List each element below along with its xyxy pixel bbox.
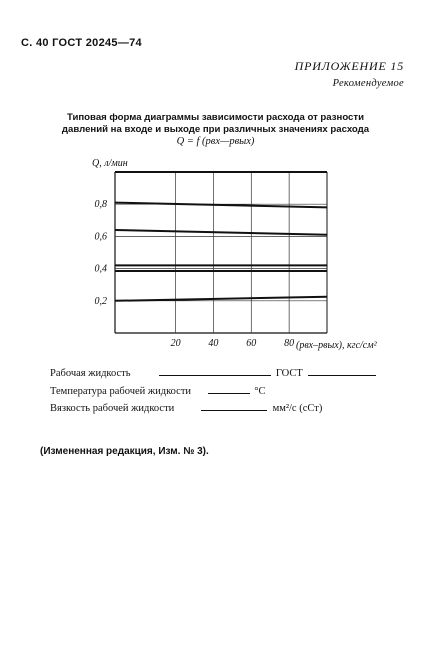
series-line-5	[115, 203, 327, 208]
page-reference: С. 40 ГОСТ 20245—74	[21, 37, 142, 49]
x-axis-label: (pвх–pвых), кгс/см²	[296, 340, 377, 351]
chart-axes	[92, 158, 378, 351]
y-axis-label: Q, л/мин	[92, 158, 128, 169]
series-line-4	[115, 230, 327, 235]
x-tick-label: 20	[170, 338, 181, 349]
title-formula: Q = f (pвх—pвых)	[176, 136, 255, 147]
appendix-title: ПРИЛОЖЕНИЕ 15	[294, 59, 404, 73]
y-tick-label: 0,6	[94, 231, 107, 243]
revision-note: (Измененная редакция, Изм. № 3).	[40, 446, 209, 457]
x-tick-label: 60	[246, 338, 257, 349]
liquid-label: Рабочая жидкость	[50, 368, 131, 379]
x-tick-label: 80	[284, 338, 295, 349]
gost-label: ГОСТ	[275, 368, 303, 379]
x-tick-label: 40	[208, 338, 219, 349]
form-visc-row	[50, 401, 322, 414]
title-line-1: Типовая форма диаграммы зависимости расхода от разности	[67, 112, 364, 123]
appendix-subtitle: Рекомендуемое	[332, 78, 404, 89]
visc-field[interactable]	[201, 401, 267, 411]
title-line-2: давлений на входе и выходе при различных значениях расхода	[61, 124, 370, 135]
chart-grid	[115, 172, 327, 333]
liquid-field[interactable]	[159, 366, 271, 376]
y-tick-label: 0,8	[94, 199, 107, 211]
gost-field[interactable]	[308, 366, 376, 376]
y-tick-label: 0,2	[94, 295, 107, 307]
form-temp-row	[50, 384, 266, 397]
series-line-1	[115, 297, 327, 301]
y-tick-label: 0,4	[94, 263, 107, 275]
visc-unit: мм²/с (сСт)	[272, 403, 323, 414]
temp-unit: °С	[254, 386, 266, 397]
form-liquid-row	[50, 366, 376, 379]
temp-field[interactable]	[208, 384, 250, 394]
temp-label: Температура рабочей жидкости	[50, 386, 192, 397]
visc-label: Вязкость рабочей жидкости	[50, 403, 175, 414]
